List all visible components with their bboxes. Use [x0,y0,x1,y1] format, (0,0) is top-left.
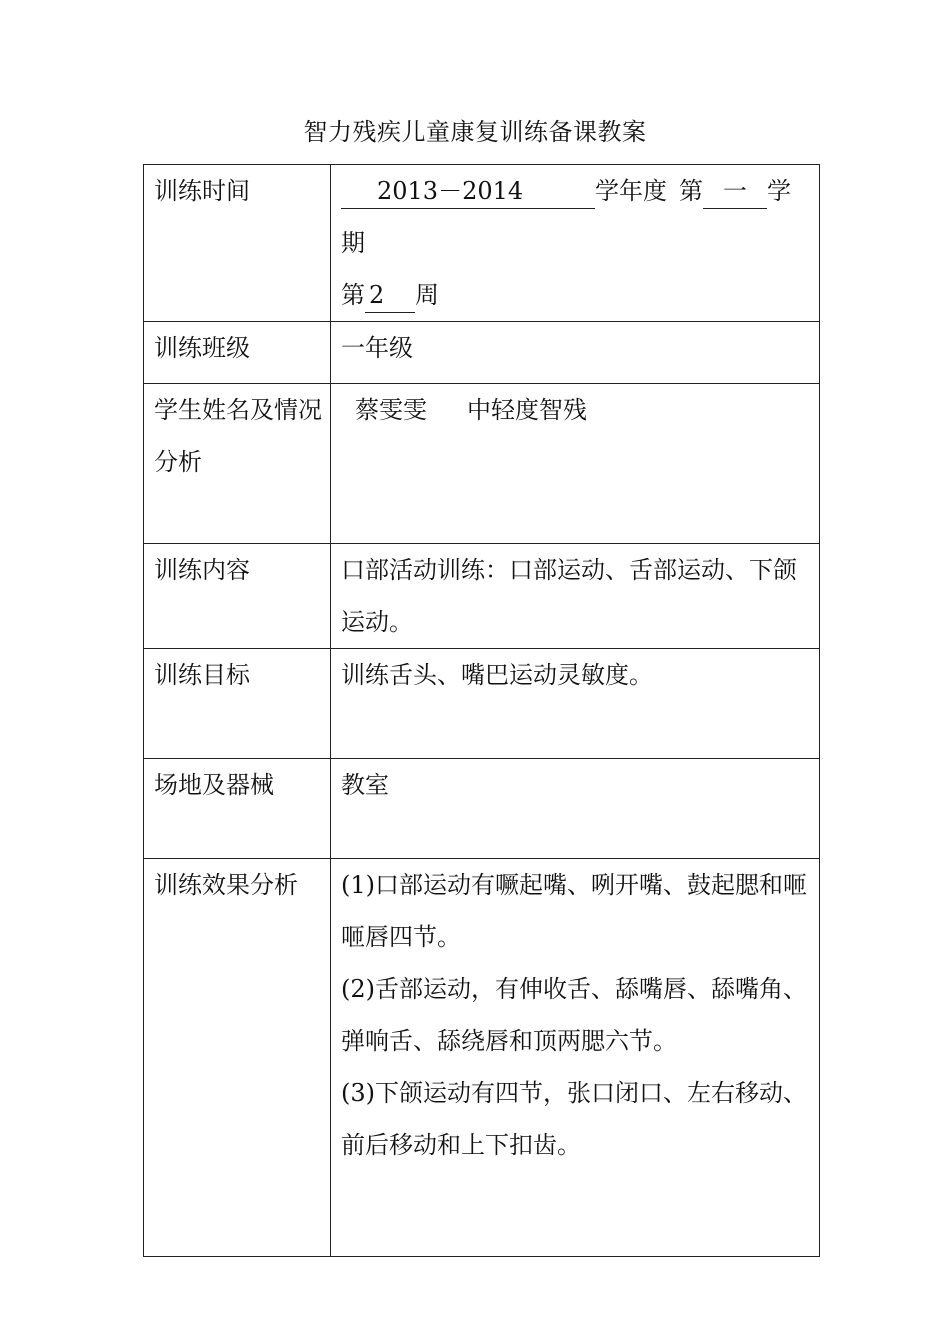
table-row [144,649,820,759]
table-row [144,322,820,384]
term-prefix: 第 [679,177,703,205]
student-info-cell [331,384,820,544]
year-suffix: 学年度 [595,177,667,205]
term-suffix: 学期 [341,177,791,257]
table-row [144,544,820,649]
page-title: 智力残疾儿童康复训练备课教案 [303,118,647,146]
training-effect-cell [331,859,820,1257]
training-goal-value: 训练舌头、嘴巴运动灵敏度。 [331,649,820,759]
school-years: 2013－2014 [341,174,595,209]
student-condition: 中轻度智残 [467,396,587,424]
term-value: 一 [703,174,767,209]
table-row [144,165,820,322]
label-training-time: 训练时间 [144,165,331,322]
effect-paragraph-1: (1)口部运动有噘起嘴、咧开嘴、鼓起腮和咂咂唇四节。 [341,871,807,951]
week-prefix: 第 [341,281,365,309]
training-class-value: 一年级 [331,322,820,384]
label-training-class: 训练班级 [144,322,331,384]
table-row [144,859,820,1257]
label-training-goal: 训练目标 [144,649,331,759]
label-training-content: 训练内容 [144,544,331,649]
venue-equipment-value: 教室 [331,759,820,859]
training-time-cell [331,165,820,322]
table-row [144,384,820,544]
label-student-info: 学生姓名及情况分析 [144,384,331,544]
lesson-plan-table [143,164,820,1257]
training-content-value: 口部活动训练：口部运动、舌部运动、下颌运动。 [331,544,820,649]
label-venue-equipment: 场地及器械 [144,759,331,859]
week-suffix: 周 [415,281,439,309]
table-row [144,759,820,859]
effect-paragraph-3: (3)下颌运动有四节，张口闭口、左右移动、前后移动和上下扣齿。 [341,1079,807,1159]
effect-paragraph-2: (2)舌部运动，有伸收舌、舔嘴唇、舔嘴角、弹响舌、舔绕唇和顶两腮六节。 [341,975,807,1055]
label-training-effect: 训练效果分析 [144,859,331,1257]
student-name: 蔡雯雯 [355,396,427,424]
week-value: 2 [365,278,415,313]
